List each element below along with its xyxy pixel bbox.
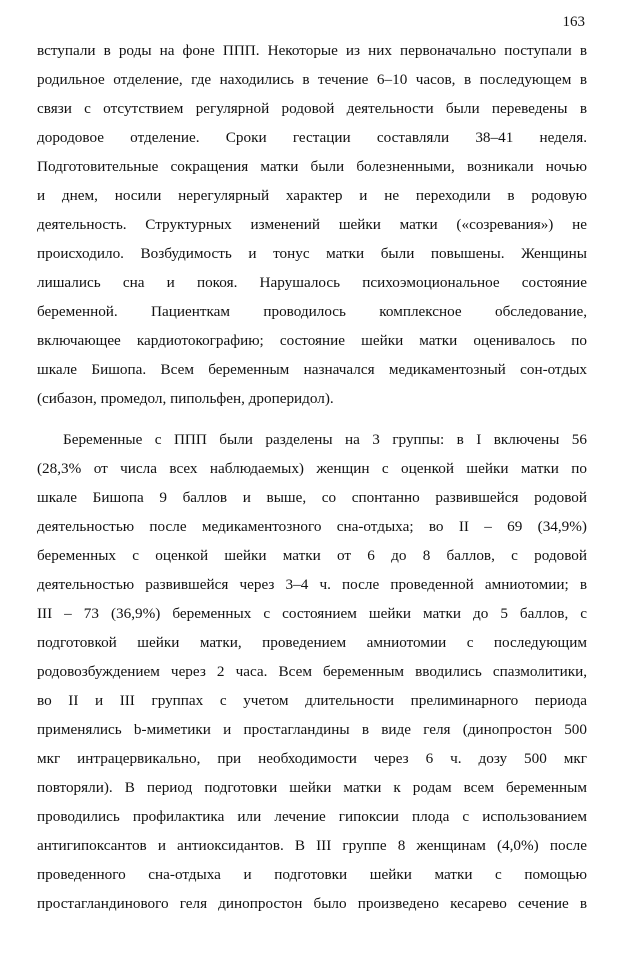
- text-line: связи с отсутствием регулярной родовой деятельности были переведены в: [37, 100, 587, 117]
- text-line: деятельность. Структурных изменений шейки матки («созревания») не: [37, 216, 587, 233]
- text-line: повторяли). В период подготовки шейки матки к родам всем беременным: [37, 779, 587, 796]
- text-line: деятельностью после медикаментозного сна-отдыха; во II – 69 (34,9%): [37, 518, 587, 535]
- text-line: во II и III группах с учетом длительности прелиминарного периода: [37, 692, 587, 709]
- text-line: (28,3% от числа всех наблюдаемых) женщин с оценкой шейки матки по: [37, 460, 587, 477]
- text-line: беременных с оценкой шейки матки от 6 до 8 баллов, с родовой: [37, 547, 587, 564]
- text-line: лишались сна и покоя. Нарушалось психоэмоциональное состояние: [37, 274, 587, 291]
- text-line: шкале Бишопа. Всем беременным назначался медикаментозный сон-отдых: [37, 361, 587, 378]
- text-line: подготовкой шейки матки, проведением амниотомии с последующим: [37, 634, 587, 651]
- text-line: проведенного сна-отдыха и подготовки шейки матки с помощью: [37, 866, 587, 883]
- text-line: III – 73 (36,9%) беременных с состоянием шейки матки до 5 баллов, с: [37, 605, 587, 622]
- paragraph-gap: [37, 413, 587, 425]
- text-line: вступали в роды на фоне ППП. Некоторые из них первоначально поступали в: [37, 42, 587, 59]
- text-line: родильное отделение, где находились в течение 6–10 часов, в последующем в: [37, 71, 587, 88]
- text-line: антигипоксантов и антиоксидантов. В III группе 8 женщинам (4,0%) после: [37, 837, 587, 854]
- text-line: применялись b-миметики и простагландины в виде геля (динопростон 500: [37, 721, 587, 738]
- text-line: проводились профилактика или лечение гипоксии плода с использованием: [37, 808, 587, 825]
- text-line: (сибазон, промедол, пипольфен, дроперидол).: [37, 390, 334, 407]
- text-line: включающее кардиотокографию; состояние шейки матки оценивалось по: [37, 332, 587, 349]
- paragraph-1: [37, 36, 587, 413]
- text-line: простагландинового геля динопростон было произведено кесарево сечение в: [37, 895, 587, 912]
- text-line: происходило. Возбудимость и тонус матки были повышены. Женщины: [37, 245, 587, 262]
- text-line: беременной. Пациенткам проводилось комплексное обследование,: [37, 303, 587, 320]
- text-line: деятельностью развившейся через 3–4 ч. после проведенной амниотомии; в: [37, 576, 587, 593]
- paragraph-2: [37, 425, 587, 918]
- text-line: Подготовительные сокращения матки были болезненными, возникали ночью: [37, 158, 587, 175]
- text-line: дородовое отделение. Сроки гестации составляли 38–41 неделя.: [37, 129, 587, 146]
- text-line: Беременные с ППП были разделены на 3 группы: в I включены 56: [63, 431, 587, 448]
- page-number: 163: [562, 14, 585, 30]
- text-line: родовозбуждением через 2 часа. Всем беременным вводились спазмолитики,: [37, 663, 587, 680]
- text-line: мкг интрацервикально, при необходимости через 6 ч. дозу 500 мкг: [37, 750, 587, 767]
- body-text: [37, 36, 587, 918]
- text-line: и днем, носили нерегулярный характер и не переходили в родовую: [37, 187, 587, 204]
- text-line: шкале Бишопа 9 баллов и выше, со спонтанно развившейся родовой: [37, 489, 587, 506]
